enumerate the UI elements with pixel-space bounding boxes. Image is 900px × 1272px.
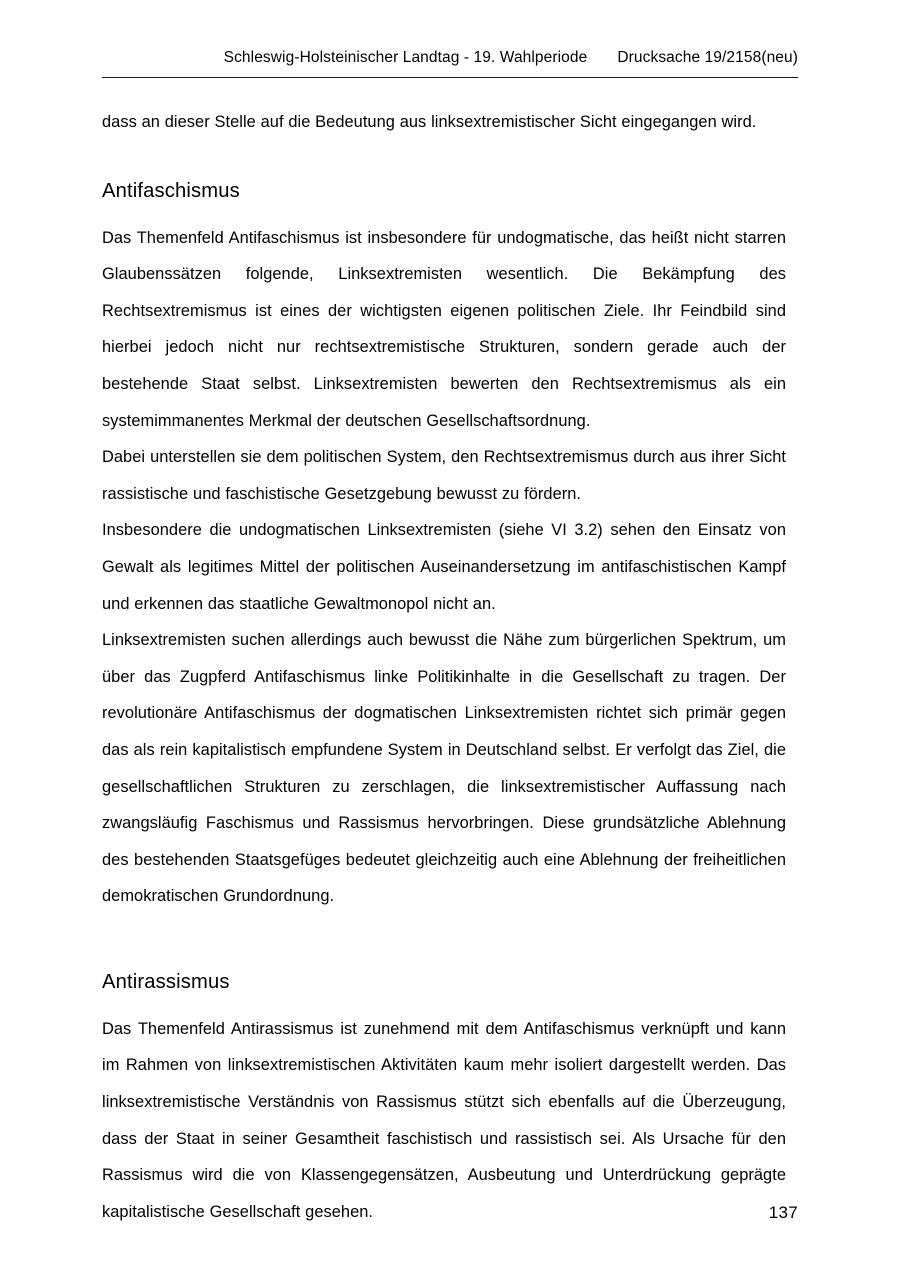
paragraph-antifaschismus-1: Das Themenfeld Antifaschismus ist insbesondere für undogmatische, das heißt nicht starren Glaubenssätzen folgende, Linksextremisten wesentlich. Die Bekämpfung des Rechtsextremismus ist eines der wichtigsten eigenen politischen Ziele. Ihr Feindbild sind hierbei jedoch nicht nur rechtsextremistische Strukturen, sondern gerade auch der bestehende Staat selbst. Linksextremisten bewerten den Rechtsextremismus als ein systemimmanentes Merkmal der deutschen Gesellschaftsordnung. <box>102 228 786 430</box>
paragraph-antifaschismus-4: Linksextremisten suchen allerdings auch bewusst die Nähe zum bürgerlichen Spektrum, um über das Zugpferd Antifaschismus linke Politikinhalte in die Gesellschaft zu tragen. Der revolutionäre Antifaschismus der dogmatischen Linksextremisten richtet sich primär gegen das als rein kapitalistisch empfundene System in Deutschland selbst. Er verfolgt das Ziel, die gesellschaftlichen Strukturen zu zerschlagen, die linksextremistischer Auffassung nach zwangsläufig Faschismus und Rassismus hervorbringen. Diese grundsätzliche Ablehnung des bestehenden Staatsgefüges bedeutet gleichzeitig auch eine Ablehnung der freiheitlichen demokratischen Grundordnung. <box>102 631 786 906</box>
running-header <box>102 48 798 78</box>
spacer <box>102 206 786 220</box>
header-divider-rule <box>102 77 798 78</box>
section-heading-antifaschismus: Antifaschismus <box>102 179 240 202</box>
continued-paragraph: dass an dieser Stelle auf die Bedeutung aus linksextremistischer Sicht eingegangen wird. <box>102 113 757 131</box>
paragraph-antifaschismus-2: Dabei unterstellen sie dem politischen System, den Rechtsextremismus durch aus ihrer Sicht rassistische und faschistische Gesetzgebung bewusst zu fördern. <box>102 448 786 503</box>
header-drucksache-number: Drucksache 19/2158(neu) <box>617 49 798 66</box>
header-landtag-title: Schleswig-Holsteinischer Landtag - 19. Wahlperiode <box>223 49 588 66</box>
section-heading-antirassismus: Antirassismus <box>102 970 230 993</box>
spacer <box>102 141 786 176</box>
paragraph-antirassismus-1: Das Themenfeld Antirassismus ist zunehmend mit dem Antifaschismus verknüpft und kann im Rahmen von linksextremistischen Aktivitäten kaum mehr isoliert dargestellt werden. Das linksextremistische Verständnis von Rassismus stützt sich ebenfalls auf die Überzeugung, dass der Staat in seiner Gesamtheit faschistisch und rassistisch sei. Als Ursache für den Rassismus wird die von Klassengegensätzen, Ausbeutung und Unterdrückung geprägte kapitalistische Gesellschaft gesehen. <box>102 1019 786 1221</box>
document-body <box>102 104 786 1230</box>
spacer <box>102 915 786 967</box>
page-number: 137 <box>768 1203 798 1222</box>
spacer <box>102 997 786 1011</box>
paragraph-antifaschismus-3: Insbesondere die undogmatischen Linksextremisten (siehe VI 3.2) sehen den Einsatz von Gewalt als legitimes Mittel der politischen Auseinandersetzung im antifaschistischen Kampf und erkennen das staatliche Gewaltmonopol nicht an. <box>102 521 786 613</box>
